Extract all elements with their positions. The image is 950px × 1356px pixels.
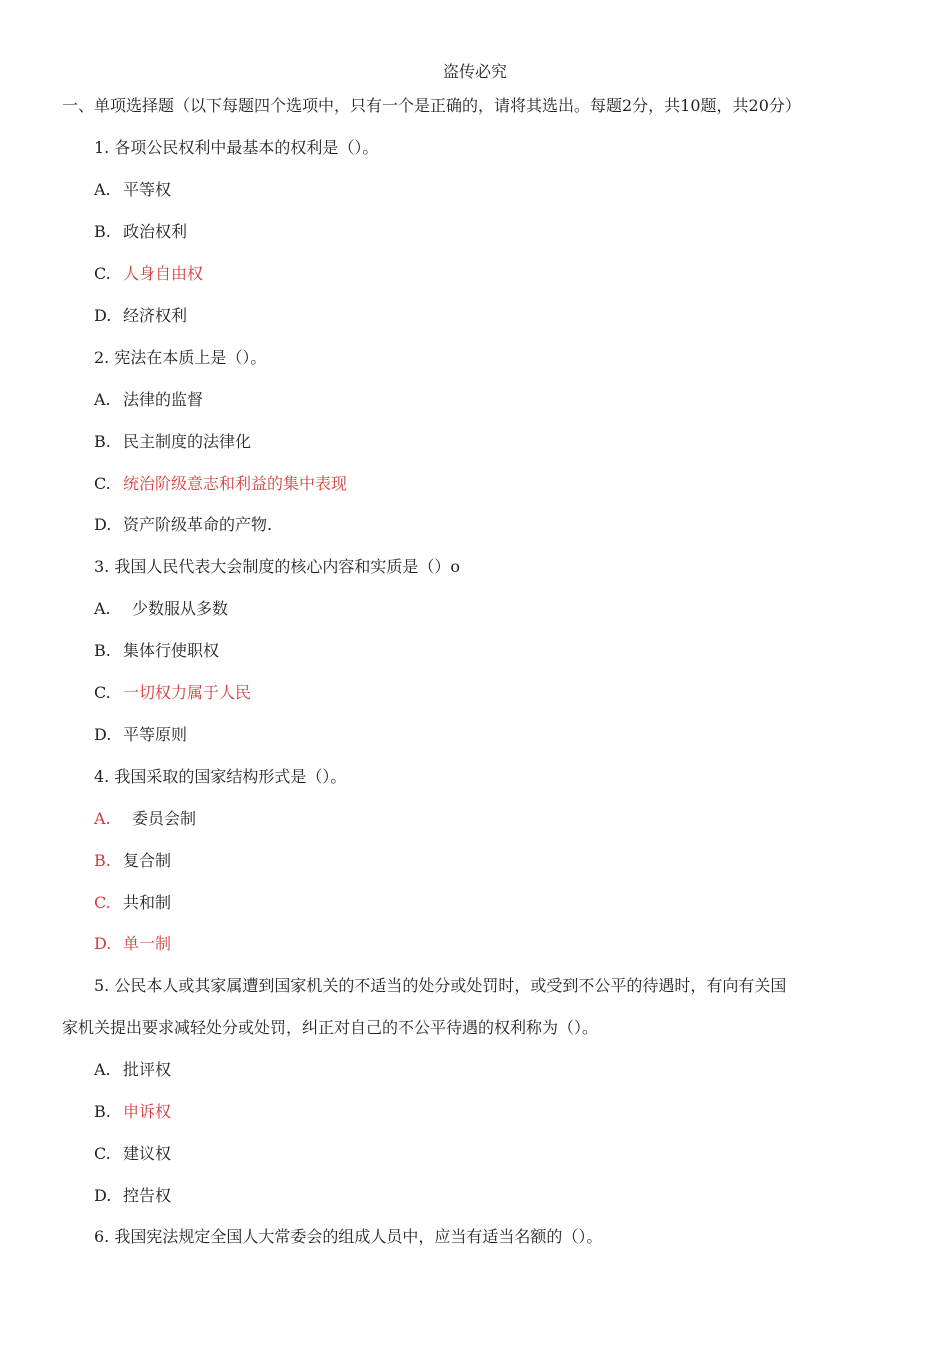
option-letter: D. (94, 1186, 112, 1205)
option-letter: D. (94, 515, 112, 534)
answer-option-text: 申诉权 (123, 1102, 172, 1121)
option-text: 平等权 (123, 180, 172, 199)
option-letter: C. (94, 893, 111, 912)
question-4-option-a (94, 809, 196, 829)
document-title: 盗传必究 (442, 62, 507, 81)
option-text: 政治权利 (123, 222, 188, 241)
option-text: 集体行使职权 (123, 641, 220, 660)
option-text: 复合制 (123, 851, 172, 870)
option-letter: A. (94, 1060, 111, 1079)
question-3-option-b (94, 641, 219, 661)
question-3-option-c (94, 683, 251, 703)
question-3-option-d (94, 725, 187, 745)
option-text: 平等原则 (123, 725, 188, 744)
option-letter: D. (94, 306, 112, 325)
question-2-stem: 2. 宪法在本质上是（）。 (94, 348, 267, 367)
option-letter: B. (94, 1102, 111, 1121)
option-text: 控告权 (123, 1186, 172, 1205)
option-text: 批评权 (123, 1060, 172, 1079)
question-2-option-b (94, 432, 251, 452)
option-letter: D. (94, 725, 112, 744)
answer-option-text: 单一制 (123, 934, 172, 953)
question-4-option-c (94, 893, 171, 913)
question-1-option-d (94, 306, 187, 326)
question-1-option-a (94, 180, 171, 200)
option-letter: C. (94, 474, 111, 493)
option-letter: C. (94, 683, 111, 702)
section-heading: 一、单项选择题（以下每题四个选项中，只有一个是正确的，请将其选出。每题2分，共10题，共20分） (62, 96, 801, 115)
option-text: 经济权利 (123, 306, 188, 325)
question-4-option-b (94, 851, 171, 871)
option-text: 法律的监督 (123, 390, 204, 409)
option-text: 民主制度的法律化 (123, 432, 252, 451)
question-5-option-c (94, 1144, 171, 1164)
option-letter: B. (94, 641, 111, 660)
question-1-stem: 1. 各项公民权利中最基本的权利是（）。 (94, 138, 379, 157)
option-letter: A. (94, 180, 111, 199)
question-5-option-b (94, 1102, 171, 1122)
option-text: 少数服从多数 (132, 599, 229, 618)
option-text: 委员会制 (132, 809, 197, 828)
question-1-option-c (94, 264, 203, 284)
question-5-option-d (94, 1186, 171, 1206)
option-letter: A. (94, 599, 111, 618)
option-letter: B. (94, 851, 111, 870)
option-letter: D. (94, 934, 112, 953)
option-letter: A. (94, 809, 111, 828)
answer-option-text: 人身自由权 (123, 264, 204, 283)
question-5-stem: 5. 公民本人或其家属遭到国家机关的不适当的处分或处罚时，或受到不公平的待遇时，有向有关国 (94, 976, 787, 995)
answer-option-text: 一切权力属于人民 (123, 683, 252, 702)
option-letter: B. (94, 222, 111, 241)
option-letter: B. (94, 432, 111, 451)
option-text: 资产阶级革命的产物. (123, 515, 273, 534)
option-letter: A. (94, 390, 111, 409)
option-letter: C. (94, 1144, 111, 1163)
question-4-stem: 4. 我国采取的国家结构形式是（）。 (94, 767, 347, 786)
question-3-stem: 3. 我国人民代表大会制度的核心内容和实质是（）o (94, 557, 460, 576)
answer-option-text: 统治阶级意志和利益的集中表现 (123, 474, 348, 493)
option-letter: C. (94, 264, 111, 283)
question-2-option-c (94, 474, 347, 494)
question-6-stem: 6. 我国宪法规定全国人大常委会的组成人员中，应当有适当名额的（）。 (94, 1227, 603, 1246)
question-2-option-d (94, 515, 272, 535)
question-3-option-a (94, 599, 228, 619)
option-text: 共和制 (123, 893, 172, 912)
question-1-option-b (94, 222, 187, 242)
question-2-option-a (94, 390, 203, 410)
question-5-option-a (94, 1060, 171, 1080)
option-text: 建议权 (123, 1144, 172, 1163)
question-4-option-d (94, 934, 171, 954)
question-5-stem-continued: 家机关提出要求减轻处分或处罚，纠正对自己的不公平待遇的权利称为（）。 (62, 1018, 599, 1037)
